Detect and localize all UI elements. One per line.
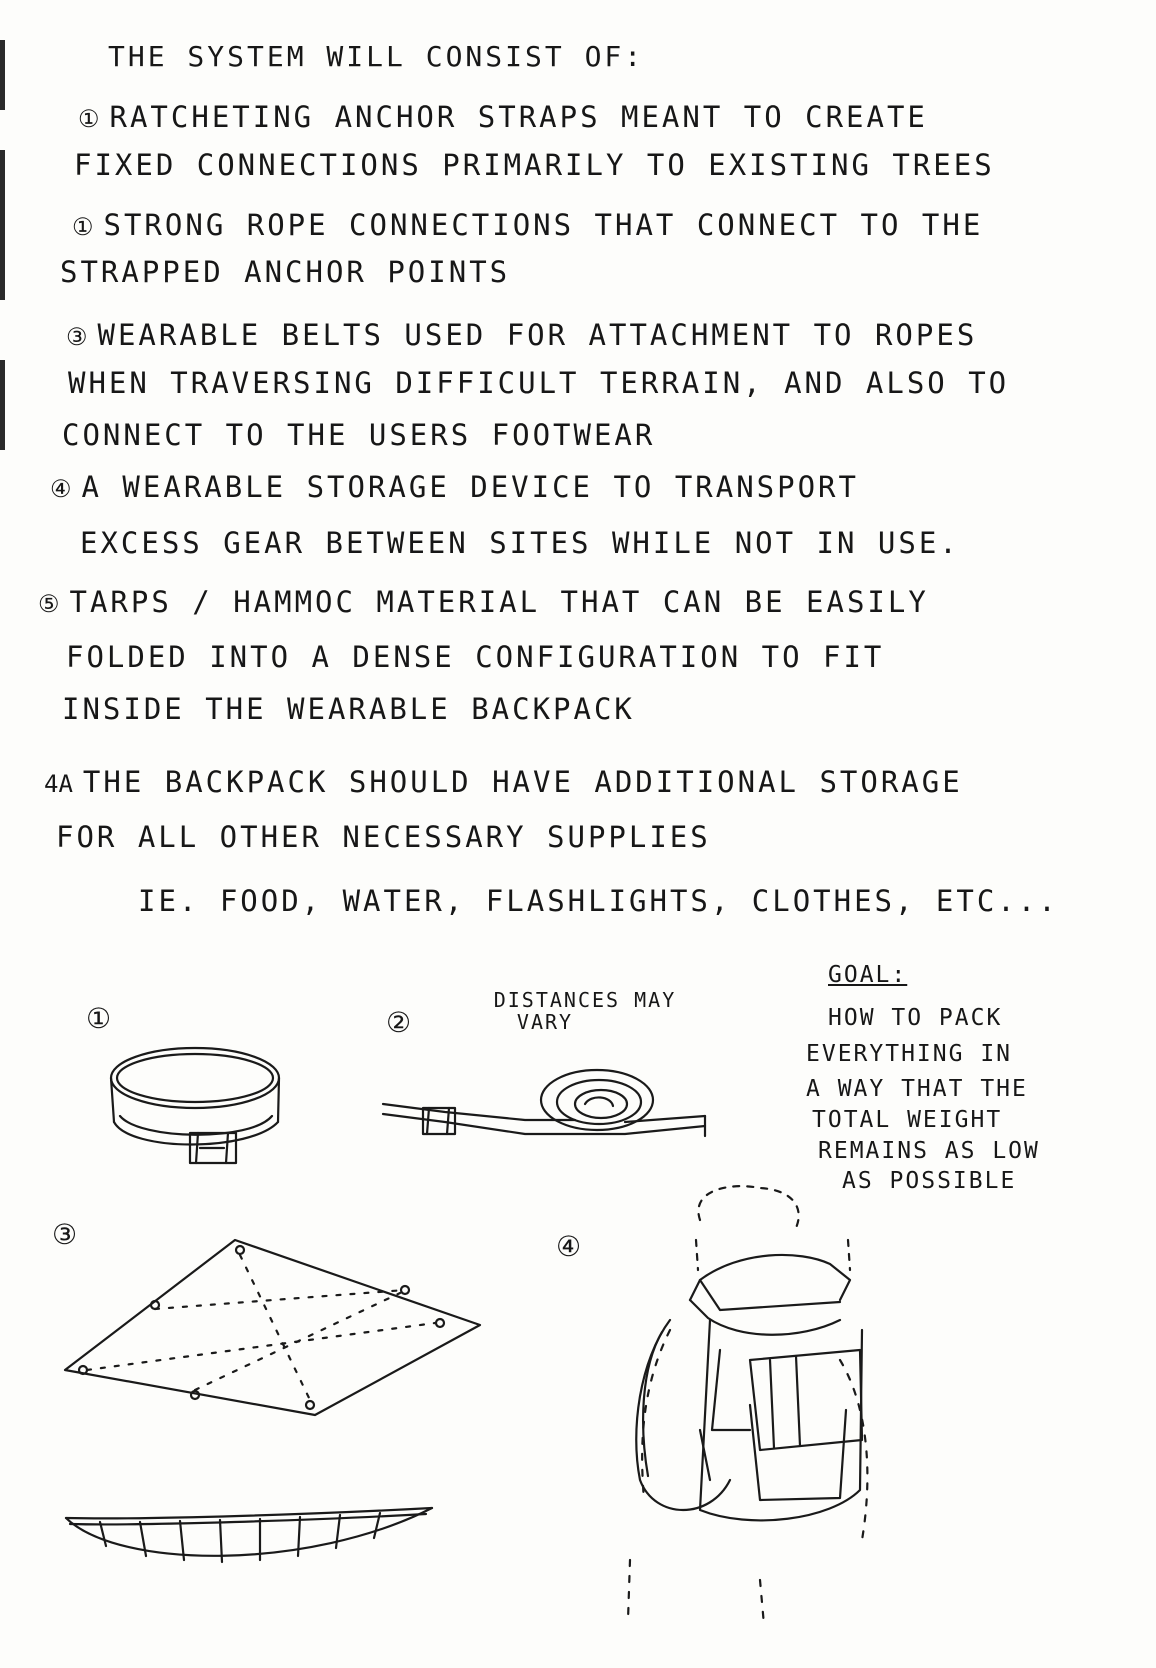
item-4a-marker: 4A <box>44 770 73 798</box>
item-4-marker: ④ <box>50 475 72 503</box>
item-2-line-1: ① STRONG ROPE CONNECTIONS THAT CONNECT TO THE <box>72 208 984 242</box>
backpack-sketch <box>600 1180 920 1630</box>
goal-line-2: EVERYTHING IN <box>806 1041 1013 1067</box>
hammock-sketch <box>60 1500 440 1580</box>
rope-note-line-1: DISTANCES MAY <box>493 988 677 1012</box>
item-2-marker: ① <box>72 213 94 241</box>
goal-title: GOAL: <box>828 962 908 988</box>
sketch-4-label: ④ <box>556 1230 582 1263</box>
item-4a-line-1: 4A THE BACKPACK SHOULD HAVE ADDITIONAL STORAGE <box>44 765 963 799</box>
goal-line-4: TOTAL WEIGHT <box>812 1107 1003 1133</box>
item-3-line-1: ③ WEARABLE BELTS USED FOR ATTACHMENT TO ROPES <box>66 318 978 352</box>
ratchet-strap-sketch <box>100 1040 300 1180</box>
item-2-line-2: STRAPPED ANCHOR POINTS <box>60 255 511 289</box>
goal-line-6: AS POSSIBLE <box>842 1168 1017 1194</box>
sketch-3-label: ③ <box>52 1218 78 1251</box>
item-5-marker: ⑤ <box>38 590 60 618</box>
item-4-line-2: EXCESS GEAR BETWEEN SITES WHILE NOT IN USE. <box>80 526 960 560</box>
goal-line-5: REMAINS AS LOW <box>818 1138 1040 1164</box>
item-4-line-1: ④ A WEARABLE STORAGE DEVICE TO TRANSPORT <box>50 470 859 504</box>
examples-line: IE. FOOD, WATER, FLASHLIGHTS, CLOTHES, ETC... <box>138 884 1059 918</box>
item-4a-line-2: FOR ALL OTHER NECESSARY SUPPLIES <box>56 820 711 854</box>
goal-line-1: HOW TO PACK <box>828 1005 1003 1031</box>
page-edge-mark <box>0 360 5 450</box>
sketch-1-label: ① <box>86 1002 112 1035</box>
intro-heading: THE SYSTEM WILL CONSIST OF: <box>108 40 645 73</box>
item-1-line-1: ① RATCHETING ANCHOR STRAPS MEANT TO CREATE <box>78 100 928 134</box>
page-edge-mark <box>0 40 5 110</box>
item-3-line-3: CONNECT TO THE USERS FOOTWEAR <box>62 418 656 452</box>
item-1-marker: ① <box>78 105 100 133</box>
item-1-line-2: FIXED CONNECTIONS PRIMARILY TO EXISTING TREES <box>74 148 995 182</box>
item-5-line-1: ⑤ TARPS / HAMMOC MATERIAL THAT CAN BE EASILY <box>38 585 929 619</box>
page-edge-mark <box>0 150 5 300</box>
sketch-2-label: ② <box>386 1006 412 1039</box>
tarp-sketch <box>55 1225 495 1425</box>
rope-note-line-2: VARY <box>516 1010 574 1034</box>
coiled-rope-sketch <box>375 1060 745 1170</box>
item-5-line-3: INSIDE THE WEARABLE BACKPACK <box>62 692 635 726</box>
item-5-line-2: FOLDED INTO A DENSE CONFIGURATION TO FIT <box>66 640 885 674</box>
item-3-marker: ③ <box>66 323 88 351</box>
goal-line-3: A WAY THAT THE <box>806 1076 1028 1102</box>
item-3-line-2: WHEN TRAVERSING DIFFICULT TERRAIN, AND ALSO TO <box>68 366 1010 400</box>
